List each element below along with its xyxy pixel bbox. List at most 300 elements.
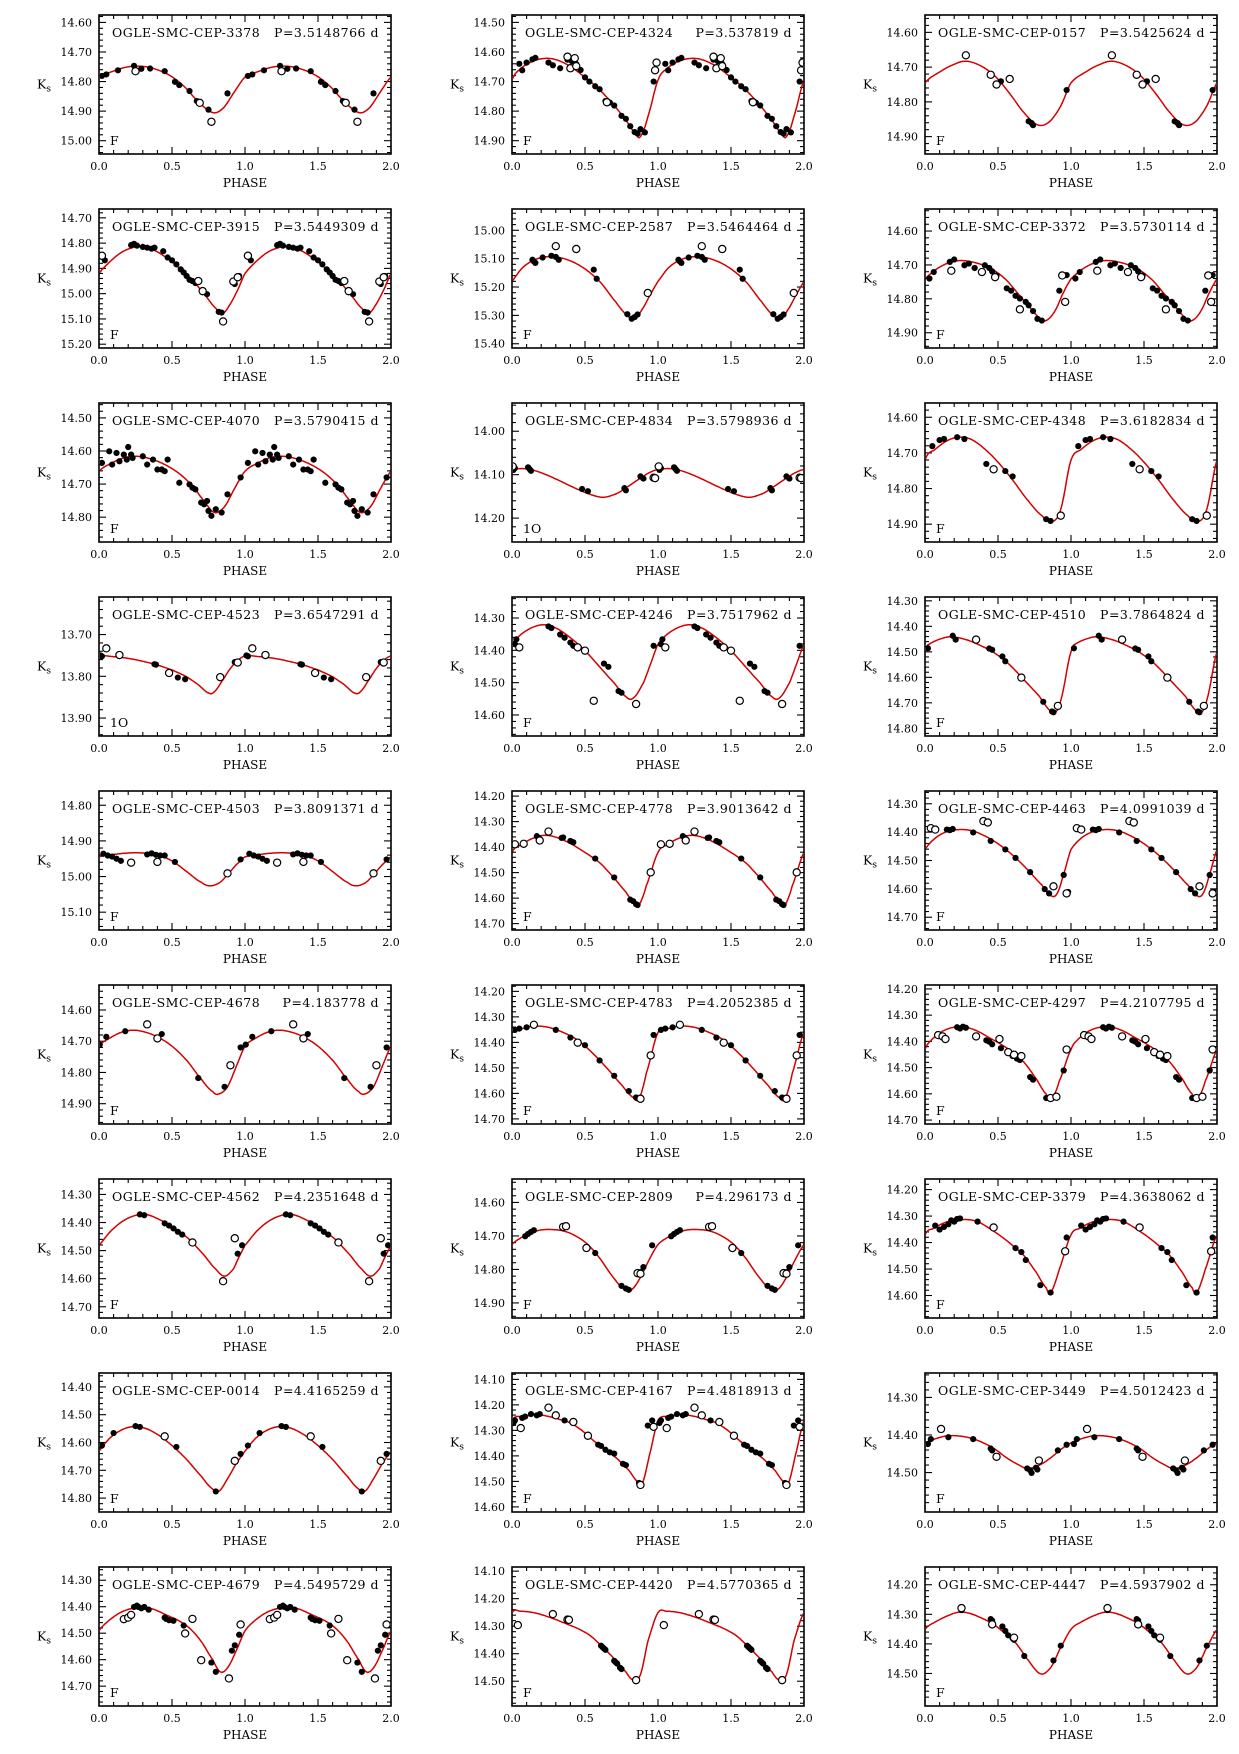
data-point-filled: [238, 474, 244, 480]
data-point-filled: [788, 129, 794, 135]
x-tick-label: 1.0: [649, 1518, 667, 1531]
x-tick-label: 0.0: [90, 936, 108, 949]
data-point-open: [989, 1621, 996, 1628]
x-tick-label: 1.5: [722, 1324, 740, 1337]
data-point-filled: [550, 62, 556, 68]
x-tick-label: 0.5: [163, 1518, 181, 1531]
data-point-open: [1152, 75, 1159, 82]
x-tick-label: 0.0: [90, 160, 108, 173]
data-point-open: [300, 1035, 307, 1042]
data-point-open: [958, 1605, 965, 1612]
data-point-open: [234, 274, 241, 281]
y-tick-label: 14.40: [886, 1428, 918, 1442]
data-point-open: [650, 1423, 657, 1430]
data-point-filled: [651, 1032, 657, 1038]
y-tick-label: 14.80: [60, 511, 92, 525]
x-tick-label: 1.5: [722, 936, 740, 949]
data-point-filled: [988, 838, 994, 844]
x-tick-label: 0.0: [916, 548, 934, 561]
data-point-filled: [292, 1607, 298, 1613]
data-point-filled: [1017, 295, 1023, 301]
y-tick-label: 14.20: [473, 985, 505, 999]
data-point-filled: [1173, 869, 1179, 875]
data-point-open: [657, 841, 664, 848]
data-point-open: [1136, 466, 1143, 473]
data-point-filled: [322, 82, 328, 88]
x-axis-title: PHASE: [1048, 1146, 1094, 1160]
data-point-filled: [1135, 1447, 1141, 1453]
data-point-filled: [219, 310, 225, 316]
period-label: P=3.6182834 d: [1100, 413, 1205, 428]
y-tick-label: 14.50: [473, 16, 505, 30]
fitted-light-curve: [99, 1427, 391, 1493]
data-point-open: [342, 99, 349, 106]
x-tick-label: 1.0: [649, 936, 667, 949]
x-tick-label: 2.0: [795, 548, 813, 561]
y-tick-label: 14.60: [60, 444, 92, 458]
x-tick-label: 1.5: [309, 1130, 327, 1143]
x-tick-label: 0.0: [90, 1130, 108, 1143]
x-tick-label: 0.0: [916, 1130, 934, 1143]
data-point-open: [1133, 71, 1140, 78]
data-point-filled: [528, 468, 534, 474]
data-point-open: [562, 1223, 569, 1230]
x-tick-label: 0.0: [916, 1324, 934, 1337]
data-point-filled: [1134, 838, 1140, 844]
data-point-filled: [972, 265, 978, 271]
data-point-filled: [165, 456, 171, 462]
data-point-open: [116, 651, 123, 658]
data-point-filled: [713, 1034, 719, 1040]
light-curve-panel: [0, 198, 413, 392]
data-point-open: [1199, 1093, 1206, 1100]
data-point-filled: [181, 1622, 187, 1628]
data-point-open: [196, 99, 203, 106]
pulsation-mode-label: F: [523, 327, 532, 342]
x-tick-label: 0.0: [90, 354, 108, 367]
y-axis-title: $K_s$: [37, 270, 51, 289]
y-tick-label: 14.50: [886, 645, 918, 659]
x-axis-title: PHASE: [222, 1146, 268, 1160]
period-label: P=3.7517962 d: [687, 607, 792, 622]
data-point-open: [311, 669, 318, 676]
period-label: P=4.5012423 d: [1100, 1383, 1205, 1398]
data-point-open: [132, 68, 139, 75]
star-id: OGLE-SMC-CEP-4510: [938, 607, 1087, 622]
x-tick-label: 0.5: [163, 742, 181, 755]
pulsation-mode-label: F: [110, 327, 119, 342]
x-tick-label: 1.0: [1062, 742, 1080, 755]
y-tick-label: 14.20: [886, 1183, 918, 1197]
y-tick-label: 14.40: [473, 841, 505, 855]
light-curve-panel: [826, 974, 1239, 1168]
data-point-filled: [627, 123, 633, 129]
x-tick-label: 0.0: [90, 1324, 108, 1337]
pulsation-mode-label: F: [523, 909, 532, 924]
data-point-open: [274, 859, 281, 866]
data-point-filled: [764, 690, 770, 696]
period-label: P=3.9013642 d: [687, 801, 792, 816]
data-point-filled: [1064, 1442, 1070, 1448]
data-point-open: [730, 1432, 737, 1439]
data-point-filled: [1087, 436, 1093, 442]
data-point-filled: [950, 826, 956, 832]
x-tick-label: 1.5: [1135, 1130, 1153, 1143]
data-point-open: [574, 644, 581, 651]
light-curve-panel: [826, 1556, 1239, 1750]
x-tick-label: 1.0: [1062, 936, 1080, 949]
x-axis-title: PHASE: [222, 1728, 268, 1742]
data-point-filled: [970, 829, 976, 835]
data-point-open: [565, 1616, 572, 1623]
data-point-open: [1181, 1457, 1188, 1464]
data-point-open: [662, 644, 669, 651]
y-tick-label: 14.20: [473, 1398, 505, 1412]
data-point-open: [663, 1424, 670, 1431]
data-point-filled: [537, 1411, 543, 1417]
y-axis-title: $K_s$: [450, 658, 464, 677]
pulsation-mode-label: F: [110, 133, 119, 148]
y-tick-label: 15.40: [473, 337, 505, 351]
data-point-open: [1196, 883, 1203, 890]
y-tick-label: 14.30: [473, 815, 505, 829]
data-point-filled: [370, 90, 376, 96]
y-axis-title: $K_s$: [450, 1628, 464, 1647]
data-point-open: [1059, 272, 1066, 279]
x-tick-label: 0.0: [90, 1518, 108, 1531]
fitted-light-curve: [925, 830, 1217, 897]
data-point-filled: [1030, 308, 1036, 314]
data-point-open: [651, 67, 658, 74]
pulsation-mode-label: F: [936, 909, 945, 924]
y-axis-title: $K_s$: [863, 270, 877, 289]
data-point-filled: [359, 1669, 365, 1675]
x-tick-label: 0.0: [503, 548, 521, 561]
data-point-open: [590, 697, 597, 704]
data-point-filled: [384, 1451, 390, 1457]
fitted-light-curve: [99, 656, 391, 694]
data-point-open: [698, 1412, 705, 1419]
y-tick-label: 14.60: [60, 1436, 92, 1450]
x-tick-label: 0.5: [989, 1130, 1007, 1143]
y-axis-title: $K_s$: [450, 1240, 464, 1259]
data-point-open: [278, 68, 285, 75]
data-point-open: [224, 870, 231, 877]
x-tick-label: 2.0: [382, 936, 400, 949]
y-tick-label: 14.10: [473, 468, 505, 482]
y-tick-label: 14.20: [886, 1578, 918, 1592]
data-point-open: [1063, 890, 1070, 897]
x-tick-label: 0.5: [989, 742, 1007, 755]
x-axis-title: PHASE: [1048, 952, 1094, 966]
data-point-filled: [954, 434, 960, 440]
light-curve-panel: [413, 4, 826, 198]
data-point-filled: [591, 267, 597, 273]
y-tick-label: 14.30: [886, 1210, 918, 1224]
x-tick-label: 0.0: [916, 742, 934, 755]
data-point-filled: [649, 1242, 655, 1248]
x-axis-title: PHASE: [635, 952, 681, 966]
data-point-filled: [221, 1084, 227, 1090]
star-id: OGLE-SMC-CEP-3379: [938, 1189, 1087, 1204]
data-point-filled: [1207, 872, 1213, 878]
data-point-filled: [162, 468, 168, 474]
y-tick-label: 14.40: [60, 1600, 92, 1614]
period-label: P=4.5937902 d: [1100, 1577, 1205, 1592]
data-point-filled: [611, 1073, 617, 1079]
data-point-open: [736, 697, 743, 704]
period-label: P=4.2351648 d: [274, 1189, 379, 1204]
x-tick-label: 0.5: [989, 1324, 1007, 1337]
data-point-filled: [1210, 1234, 1216, 1240]
x-tick-label: 1.5: [722, 742, 740, 755]
y-tick-label: 14.60: [473, 1500, 505, 1514]
y-tick-label: 14.70: [60, 211, 92, 225]
data-point-filled: [1091, 1434, 1097, 1440]
y-tick-label: 14.90: [886, 518, 918, 532]
star-id: OGLE-SMC-CEP-0014: [112, 1383, 261, 1398]
y-tick-label: 15.10: [473, 252, 505, 266]
x-tick-label: 1.0: [236, 1518, 254, 1531]
x-tick-label: 0.0: [916, 160, 934, 173]
data-point-filled: [662, 1026, 668, 1032]
y-tick-label: 14.50: [886, 1667, 918, 1681]
y-tick-label: 14.80: [886, 722, 918, 736]
y-axis-title: $K_s$: [863, 464, 877, 483]
y-tick-label: 15.00: [60, 134, 92, 148]
data-point-open: [973, 1033, 980, 1040]
data-point-open: [1142, 1035, 1149, 1042]
x-tick-label: 0.5: [576, 1712, 594, 1725]
data-point-open: [932, 826, 939, 833]
data-point-filled: [582, 1042, 588, 1048]
data-point-filled: [659, 636, 665, 642]
data-point-filled: [519, 67, 525, 73]
x-tick-label: 0.0: [503, 1712, 521, 1725]
data-point-filled: [1129, 461, 1135, 467]
y-tick-label: 14.30: [473, 1010, 505, 1024]
y-axis-title: $K_s$: [863, 1628, 877, 1647]
data-point-filled: [1193, 1289, 1199, 1295]
y-tick-label: 14.60: [473, 708, 505, 722]
x-tick-label: 1.5: [722, 354, 740, 367]
y-tick-label: 14.70: [886, 696, 918, 710]
data-point-filled: [1012, 1245, 1018, 1251]
data-point-filled: [1046, 890, 1052, 896]
light-curve-panel: [826, 780, 1239, 974]
period-label: P=4.183778 d: [282, 995, 379, 1010]
data-point-filled: [224, 491, 230, 497]
x-tick-label: 1.5: [309, 160, 327, 173]
y-tick-label: 14.20: [473, 512, 505, 526]
data-point-filled: [170, 1618, 176, 1624]
data-point-open: [720, 1039, 727, 1046]
data-point-open: [1050, 883, 1057, 890]
star-id: OGLE-SMC-CEP-3915: [112, 219, 261, 234]
pulsation-mode-label: F: [936, 327, 945, 342]
data-point-filled: [297, 245, 303, 251]
data-point-open: [536, 837, 543, 844]
y-tick-label: 14.60: [886, 882, 918, 896]
x-tick-label: 1.0: [236, 936, 254, 949]
data-point-filled: [275, 455, 281, 461]
star-id: OGLE-SMC-CEP-4070: [112, 413, 261, 428]
data-point-filled: [1192, 890, 1198, 896]
data-point-filled: [524, 60, 530, 66]
data-point-filled: [151, 245, 157, 251]
data-point-filled: [1028, 1470, 1034, 1476]
y-tick-label: 14.90: [60, 105, 92, 119]
data-point-filled: [1148, 468, 1154, 474]
y-tick-label: 14.20: [473, 790, 505, 804]
data-point-open: [1136, 1224, 1143, 1231]
y-tick-label: 14.80: [60, 1492, 92, 1506]
data-point-filled: [350, 498, 356, 504]
y-tick-label: 14.60: [886, 671, 918, 685]
pulsation-mode-label: F: [936, 715, 945, 730]
data-point-filled: [931, 269, 937, 275]
data-point-open: [990, 1224, 997, 1231]
y-tick-label: 14.30: [60, 1574, 92, 1588]
star-id: OGLE-SMC-CEP-4783: [525, 995, 674, 1010]
y-axis-title: $K_s$: [863, 1434, 877, 1453]
data-point-filled: [1135, 647, 1141, 653]
data-point-open: [779, 700, 786, 707]
data-point-filled: [293, 65, 299, 71]
data-point-filled: [359, 1488, 365, 1494]
x-tick-label: 1.5: [1135, 160, 1153, 173]
data-point-open: [1054, 702, 1061, 709]
data-point-filled: [1180, 1466, 1186, 1472]
y-tick-label: 14.70: [60, 45, 92, 59]
x-tick-label: 0.5: [989, 1712, 1007, 1725]
light-curve-panel: [0, 780, 413, 974]
y-tick-label: 14.90: [60, 262, 92, 276]
data-point-filled: [147, 65, 153, 71]
x-tick-label: 0.5: [163, 1712, 181, 1725]
data-point-filled: [780, 902, 786, 908]
data-point-filled: [1135, 1041, 1141, 1047]
y-axis-title: $K_s$: [450, 1046, 464, 1065]
pulsation-mode-label: F: [936, 1103, 945, 1118]
period-label: P=4.5770365 d: [687, 1577, 792, 1592]
data-point-open: [1035, 1457, 1042, 1464]
data-point-open: [779, 1677, 786, 1684]
data-point-open: [1137, 274, 1144, 281]
data-point-open: [581, 647, 588, 654]
data-point-filled: [926, 275, 932, 281]
data-point-open: [573, 63, 580, 70]
y-tick-label: 15.30: [473, 309, 505, 323]
data-point-open: [1200, 702, 1207, 709]
data-point-filled: [668, 1414, 674, 1420]
x-tick-label: 0.0: [90, 1712, 108, 1725]
y-tick-label: 14.70: [473, 1112, 505, 1126]
data-point-filled: [658, 1417, 664, 1423]
data-point-filled: [618, 1666, 624, 1672]
data-point-open: [711, 1616, 718, 1623]
data-point-filled: [524, 1024, 530, 1030]
data-point-open: [1164, 674, 1171, 681]
y-axis-title: $K_s$: [37, 1046, 51, 1065]
data-point-filled: [296, 456, 302, 462]
data-point-open: [790, 289, 797, 296]
data-point-filled: [1174, 1470, 1180, 1476]
x-tick-label: 2.0: [795, 742, 813, 755]
data-point-open: [978, 268, 985, 275]
data-point-filled: [548, 625, 554, 631]
data-point-filled: [945, 1434, 951, 1440]
data-point-open: [719, 245, 726, 252]
data-point-open: [793, 869, 800, 876]
y-tick-label: 14.50: [473, 866, 505, 880]
data-point-filled: [795, 1417, 801, 1423]
data-point-filled: [757, 102, 763, 108]
data-point-open: [973, 636, 980, 643]
data-point-open: [1164, 1052, 1171, 1059]
data-point-open: [198, 1657, 205, 1664]
data-point-open: [377, 1235, 384, 1242]
y-tick-label: 14.40: [886, 1236, 918, 1250]
x-tick-label: 1.5: [722, 548, 740, 561]
x-tick-label: 1.0: [649, 548, 667, 561]
y-tick-label: 14.60: [886, 26, 918, 40]
data-point-filled: [1156, 473, 1162, 479]
data-point-filled: [257, 1430, 263, 1436]
data-point-filled: [1193, 518, 1199, 524]
data-point-filled: [1164, 1249, 1170, 1255]
x-tick-label: 2.0: [795, 1712, 813, 1725]
star-id: OGLE-SMC-CEP-0157: [938, 25, 1087, 40]
data-point-filled: [172, 859, 178, 865]
data-point-filled: [238, 1044, 244, 1050]
x-axis-title: PHASE: [1048, 176, 1094, 190]
y-tick-label: 14.30: [60, 1188, 92, 1202]
data-point-filled: [103, 1034, 109, 1040]
x-tick-label: 0.5: [163, 936, 181, 949]
star-id: OGLE-SMC-CEP-4447: [938, 1577, 1087, 1592]
x-axis-title: PHASE: [222, 564, 268, 578]
x-axis-title: PHASE: [1048, 370, 1094, 384]
x-tick-label: 1.5: [309, 742, 327, 755]
data-point-open: [948, 267, 955, 274]
data-point-open: [796, 1423, 803, 1430]
y-tick-label: 14.70: [473, 1229, 505, 1243]
data-point-filled: [665, 67, 671, 73]
x-tick-label: 2.0: [382, 1712, 400, 1725]
data-point-open: [227, 1062, 234, 1069]
data-point-filled: [103, 71, 109, 77]
data-point-filled: [651, 643, 657, 649]
data-point-open: [249, 645, 256, 652]
data-point-filled: [951, 256, 957, 262]
data-point-open: [937, 1425, 944, 1432]
data-point-filled: [623, 487, 629, 493]
data-point-filled: [998, 1045, 1004, 1051]
data-point-filled: [1077, 269, 1083, 275]
period-label: P=3.5449309 d: [274, 219, 379, 234]
data-point-open: [128, 1611, 135, 1618]
x-tick-label: 0.0: [503, 1324, 521, 1337]
data-point-filled: [122, 1028, 128, 1034]
data-point-open: [220, 1278, 227, 1285]
data-point-open: [1016, 306, 1023, 313]
data-point-filled: [195, 1075, 201, 1081]
y-tick-label: 15.20: [60, 338, 92, 352]
period-label: P=3.5730114 d: [1100, 219, 1205, 234]
period-label: P=4.0991039 d: [1100, 801, 1205, 816]
data-point-filled: [286, 453, 292, 459]
